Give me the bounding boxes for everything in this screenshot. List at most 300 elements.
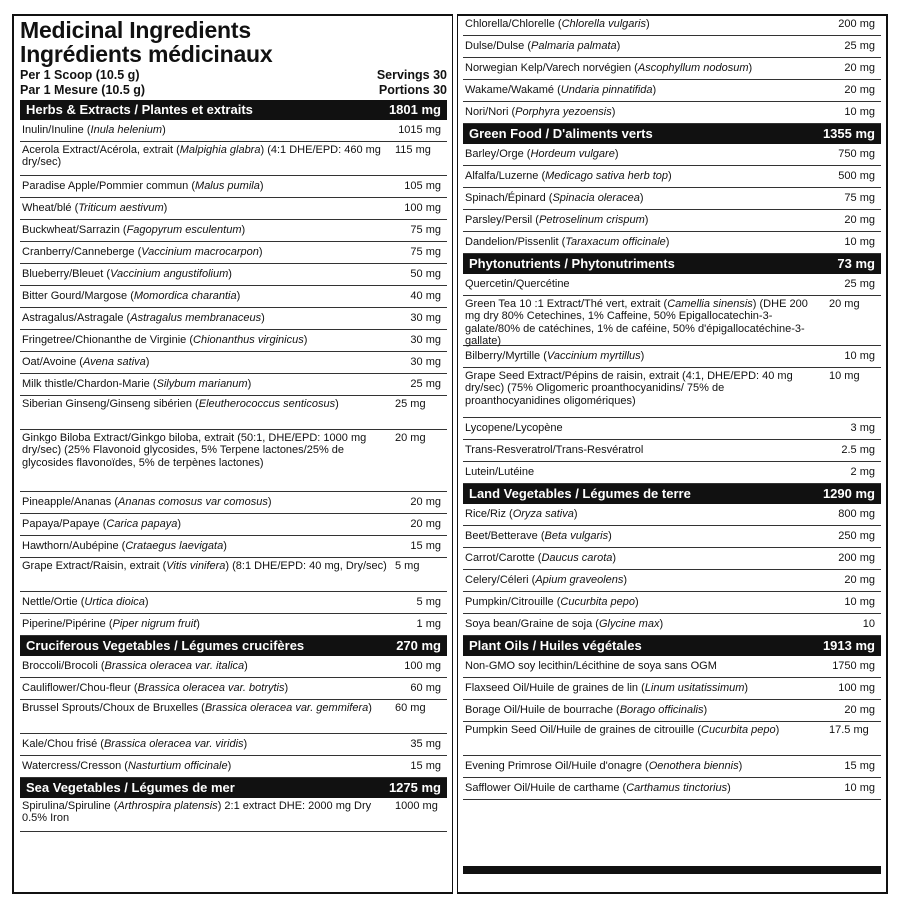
ingredient-latin-name: Malus pumila bbox=[195, 180, 260, 192]
ingredient-name: Dandelion/Pissenlit (Taraxacum officinale) bbox=[465, 236, 670, 248]
ingredient-row bbox=[463, 700, 881, 722]
ingredient-amount: 30 mg bbox=[410, 334, 441, 346]
ingredient-common-name: Spinach/Épinard bbox=[465, 192, 546, 204]
ingredient-latin-name: Astragalus membranaceus bbox=[130, 312, 262, 324]
ingredient-amount: 10 mg bbox=[844, 236, 875, 248]
ingredient-common-name: Wheat/blé bbox=[22, 202, 72, 214]
ingredient-name: Acerola Extract/Acérola, extrait (Malpighia glabra) (4:1 DHE/EPD: 460 mg dry/sec) bbox=[22, 144, 381, 169]
ingredient-amount: 25 mg bbox=[844, 40, 875, 52]
section-title: Cruciferous Vegetables / Légumes crucifères bbox=[26, 638, 305, 653]
ingredient-row bbox=[20, 330, 447, 352]
ingredient-row bbox=[20, 286, 447, 308]
section-title: Green Food / D'aliments verts bbox=[469, 126, 653, 141]
ingredient-amount: 1750 mg bbox=[832, 660, 875, 672]
ingredient-row bbox=[463, 102, 881, 124]
section-green bbox=[463, 124, 881, 254]
ingredient-amount: 15 mg bbox=[410, 540, 441, 552]
ingredient-common-name: Cauliflower/Chou-fleur bbox=[22, 682, 131, 694]
ingredient-row bbox=[20, 700, 447, 734]
ingredient-amount: 1 mg bbox=[416, 618, 441, 630]
section-total: 1801 mg bbox=[388, 102, 441, 117]
ingredient-latin-name: Undaria pinnatifida bbox=[560, 84, 653, 96]
ingredient-name bbox=[22, 432, 395, 469]
section-header-herbs bbox=[20, 100, 447, 120]
section-land bbox=[463, 484, 881, 636]
section-title: Land Vegetables / Légumes de terre bbox=[469, 486, 691, 501]
ingredient-common-name: Cranberry/Canneberge bbox=[22, 246, 135, 258]
ingredient-latin-name: Linum usitatissimum bbox=[644, 682, 745, 694]
ingredient-common-name: Norwegian Kelp/Varech norvégien bbox=[465, 62, 632, 74]
ingredient-amount: 200 mg bbox=[838, 18, 875, 30]
ingredient-common-name: Grape Extract/Raisin, extrait bbox=[22, 560, 160, 572]
ingredient-row bbox=[20, 798, 447, 832]
ingredient-latin-name: Momordica charantia bbox=[133, 290, 237, 302]
ingredient-row bbox=[20, 656, 447, 678]
ingredient-name: Evening Primrose Oil/Huile d'onagre (Oenothera biennis) bbox=[465, 760, 743, 772]
ingredient-name: Soya bean/Graine de soja (Glycine max) bbox=[465, 618, 664, 630]
ingredient-latin-name: Arthrospira platensis bbox=[117, 800, 218, 812]
ingredient-name: Bilberry/Myrtille (Vaccinium myrtillus) bbox=[465, 350, 645, 362]
ingredient-common-name: Non-GMO soy lecithin/Lécithine de soya sans OGM bbox=[465, 660, 717, 672]
ingredient-latin-name: Oenothera biennis bbox=[648, 760, 739, 772]
ingredient-common-name: Parsley/Persil bbox=[465, 214, 533, 226]
ingredient-name bbox=[465, 464, 851, 481]
ingredient-latin-name: Medicago sativa herb top bbox=[545, 170, 669, 182]
ingredient-amount: 10 mg bbox=[844, 350, 875, 362]
ingredient-latin-name: Vaccinium macrocarpon bbox=[141, 246, 259, 258]
section-cruciferous bbox=[20, 636, 447, 778]
ingredient-name: Fringetree/Chionanthe de Virginie (Chionanthus virginicus) bbox=[22, 334, 308, 346]
ingredient-row bbox=[463, 188, 881, 210]
ingredient-name bbox=[465, 276, 844, 293]
section-herbs bbox=[20, 100, 447, 636]
ingredient-latin-name: Piper nigrum fruit bbox=[112, 618, 197, 630]
bottom-bar bbox=[463, 866, 881, 874]
ingredient-amount: 105 mg bbox=[404, 180, 441, 192]
ingredient-row bbox=[20, 220, 447, 242]
ingredient-detail: 2:1 extract DHE: 2000 mg Dry 0.5% Iron bbox=[22, 800, 372, 825]
ingredient-amount: 20 mg bbox=[844, 574, 875, 586]
ingredient-name: Wheat/blé (Triticum aestivum) bbox=[22, 202, 168, 214]
ingredient-common-name: Spirulina/Spiruline bbox=[22, 800, 111, 812]
section-phyto bbox=[463, 254, 881, 484]
ingredient-amount: 100 mg bbox=[838, 682, 875, 694]
ingredient-name: Pumpkin Seed Oil/Huile de graines de citrouille (Cucurbita pepo) bbox=[465, 724, 780, 736]
ingredient-amount: 10 mg bbox=[844, 106, 875, 118]
ingredient-amount: 2.5 mg bbox=[841, 444, 875, 456]
ingredient-name bbox=[465, 370, 829, 407]
ingredient-latin-name: Urtica dioica bbox=[84, 596, 145, 608]
ingredient-amount: 3 mg bbox=[850, 422, 875, 434]
section-header-green bbox=[463, 124, 881, 144]
ingredient-name: Watercress/Cresson (Nasturtium officinale) bbox=[22, 760, 232, 772]
ingredient-name: Carrot/Carotte (Daucus carota) bbox=[465, 552, 617, 564]
ingredient-name: Pumpkin/Citrouille (Cucurbita pepo) bbox=[465, 596, 639, 608]
ingredient-latin-name: Brassica oleracea var. gemmifera bbox=[204, 702, 369, 714]
ingredient-name: Nettle/Ortie (Urtica dioica) bbox=[22, 596, 149, 608]
ingredient-amount: 75 mg bbox=[410, 224, 441, 236]
ingredient-name: Celery/Céleri (Apium graveolens) bbox=[465, 574, 628, 586]
ingredient-row bbox=[20, 558, 447, 592]
ingredient-common-name: Oat/Avoine bbox=[22, 356, 77, 368]
ingredient-common-name: Pineapple/Ananas bbox=[22, 496, 112, 508]
per-scoop-en: Per 1 Scoop (10.5 g) bbox=[20, 68, 140, 82]
section-title: Phytonutrients / Phytonutriments bbox=[469, 256, 675, 271]
ingredient-name bbox=[465, 658, 832, 675]
ingredient-row bbox=[463, 440, 881, 462]
ingredient-row bbox=[20, 592, 447, 614]
ingredient-amount: 15 mg bbox=[844, 760, 875, 772]
ingredient-name: Papaya/Papaye (Carica papaya) bbox=[22, 518, 182, 530]
ingredient-row bbox=[463, 166, 881, 188]
ingredient-name: Alfalfa/Luzerne (Medicago sativa herb top) bbox=[465, 170, 672, 182]
ingredient-amount: 250 mg bbox=[838, 530, 875, 542]
ingredient-latin-name: Spinacia oleracea bbox=[552, 192, 640, 204]
ingredient-amount: 100 mg bbox=[404, 660, 441, 672]
ingredient-common-name: Inulin/Inuline bbox=[22, 124, 84, 136]
ingredient-row bbox=[20, 734, 447, 756]
ingredient-row bbox=[463, 504, 881, 526]
ingredient-row bbox=[463, 722, 881, 756]
ingredient-common-name: Safflower Oil/Huile de carthame bbox=[465, 782, 620, 794]
ingredient-amount: 20 mg bbox=[410, 518, 441, 530]
ingredient-amount: 20 mg bbox=[395, 432, 426, 444]
ingredient-row bbox=[463, 368, 881, 418]
ingredient-name: Spinach/Épinard (Spinacia oleracea) bbox=[465, 192, 644, 204]
section-header-sea bbox=[20, 778, 447, 798]
ingredient-amount: 20 mg bbox=[410, 496, 441, 508]
ingredient-amount: 200 mg bbox=[838, 552, 875, 564]
ingredient-name: Siberian Ginseng/Ginseng sibérien (Eleutherococcus senticosus) bbox=[22, 398, 339, 410]
ingredient-latin-name: Brassica oleracea var. botrytis bbox=[137, 682, 285, 694]
ingredient-common-name: Carrot/Carotte bbox=[465, 552, 535, 564]
ingredient-name: Blueberry/Bleuet (Vaccinium angustifolium) bbox=[22, 268, 232, 280]
ingredient-amount: 20 mg bbox=[844, 704, 875, 716]
ingredient-common-name: Quercetin/Quercétine bbox=[465, 278, 570, 290]
ingredient-common-name: Milk thistle/Chardon-Marie bbox=[22, 378, 150, 390]
section-oils bbox=[463, 636, 881, 800]
ingredient-latin-name: Triticum aestivum bbox=[78, 202, 164, 214]
ingredient-name: Kale/Chou frisé (Brassica oleracea var. viridis) bbox=[22, 738, 248, 750]
ingredient-amount: 25 mg bbox=[395, 398, 426, 410]
ingredient-amount: 750 mg bbox=[838, 148, 875, 160]
ingredient-name: Milk thistle/Chardon-Marie (Silybum marianum) bbox=[22, 378, 252, 390]
ingredient-common-name: Acerola Extract/Acérola, extrait bbox=[22, 144, 174, 156]
ingredient-amount: 10 mg bbox=[844, 596, 875, 608]
ingredient-row bbox=[463, 462, 881, 484]
ingredient-latin-name: Cucurbita pepo bbox=[701, 724, 776, 736]
ingredient-row bbox=[463, 592, 881, 614]
ingredient-common-name: Wakame/Wakamé bbox=[465, 84, 555, 96]
ingredient-amount: 5 mg bbox=[395, 560, 420, 572]
section-title: Herbs & Extracts / Plantes et extraits bbox=[26, 102, 253, 117]
ingredient-row bbox=[20, 514, 447, 536]
ingredient-common-name: Alfalfa/Luzerne bbox=[465, 170, 539, 182]
ingredient-amount: 115 mg bbox=[395, 144, 431, 156]
ingredient-row bbox=[463, 756, 881, 778]
ingredient-latin-name: Ascophyllum nodosum bbox=[637, 62, 749, 74]
ingredient-amount: 60 mg bbox=[395, 702, 426, 714]
servings-en: Servings 30 bbox=[376, 68, 447, 82]
ingredient-amount: 25 mg bbox=[844, 278, 875, 290]
section-total: 1290 mg bbox=[822, 486, 875, 501]
ingredient-amount: 20 mg bbox=[844, 214, 875, 226]
ingredient-name: Astragalus/Astragale (Astragalus membranaceus) bbox=[22, 312, 265, 324]
ingredient-name: Parsley/Persil (Petroselinum crispum) bbox=[465, 214, 649, 226]
ingredient-name: Norwegian Kelp/Varech norvégien (Ascophyllum nodosum) bbox=[465, 62, 753, 74]
ingredient-latin-name: Petroselinum crispum bbox=[538, 214, 645, 226]
ingredient-name: Dulse/Dulse (Palmaria palmata) bbox=[465, 40, 621, 52]
section-total: 1275 mg bbox=[388, 780, 441, 795]
ingredient-amount: 20 mg bbox=[844, 84, 875, 96]
ingredient-name: Wakame/Wakamé (Undaria pinnatifida) bbox=[465, 84, 657, 96]
ingredient-amount: 500 mg bbox=[838, 170, 875, 182]
ingredient-row bbox=[463, 346, 881, 368]
per-scoop-fr: Par 1 Mesure (10.5 g) bbox=[20, 83, 146, 97]
ingredient-row bbox=[463, 80, 881, 102]
ingredient-row bbox=[463, 678, 881, 700]
ingredient-amount: 1015 mg bbox=[398, 124, 441, 136]
ingredient-name: Green Tea 10 :1 Extract/Thé vert, extrait (Camellia sinensis) (DHE 200 mg dry 80% Cetechines, 1% Caffeine, 50% Epigallocatechin-3-galate/80% de catéchines, 1% de caféine, 50% d'épigallocatéchine-3-gallate) bbox=[465, 298, 808, 348]
ingredient-common-name: Pumpkin Seed Oil/Huile de graines de citrouille bbox=[465, 724, 695, 736]
ingredient-row bbox=[463, 656, 881, 678]
ingredient-row bbox=[463, 418, 881, 440]
ingredient-latin-name: Brassica oleracea var. italica bbox=[104, 660, 245, 672]
ingredient-latin-name: Fagopyrum esculentum bbox=[126, 224, 242, 236]
section-header-oils bbox=[463, 636, 881, 656]
ingredient-common-name: Siberian Ginseng/Ginseng sibérien bbox=[22, 398, 192, 410]
ingredient-row bbox=[463, 296, 881, 346]
ingredient-latin-name: Crataegus laevigata bbox=[125, 540, 224, 552]
ingredient-row bbox=[20, 352, 447, 374]
ingredient-name: Brussel Sprouts/Choux de Bruxelles (Brassica oleracea var. gemmifera) bbox=[22, 702, 372, 714]
ingredient-row bbox=[463, 548, 881, 570]
ingredient-name: Oat/Avoine (Avena sativa) bbox=[22, 356, 150, 368]
ingredient-name: Pineapple/Ananas (Ananas comosus var comosus) bbox=[22, 496, 272, 508]
ingredient-detail: (DHE 200 mg dry 80% Cetechines, 1% Caffeine, 50% Epigallocatechin-3-galate/80% de catéchines, 1% de caféine, 50% d'épigallocatéchine-3-gallate) bbox=[465, 298, 808, 348]
ingredient-name: Broccoli/Brocoli (Brassica oleracea var. italica) bbox=[22, 660, 248, 672]
section-sea-continued bbox=[463, 14, 881, 124]
ingredient-amount: 15 mg bbox=[410, 760, 441, 772]
ingredient-amount: 800 mg bbox=[838, 508, 875, 520]
ingredient-row bbox=[463, 274, 881, 296]
ingredient-common-name: Blueberry/Bleuet bbox=[22, 268, 104, 280]
ingredient-row bbox=[20, 242, 447, 264]
ingredient-amount: 10 mg bbox=[844, 782, 875, 794]
ingredient-row bbox=[20, 142, 447, 176]
section-total: 1355 mg bbox=[822, 126, 875, 141]
ingredient-amount: 25 mg bbox=[410, 378, 441, 390]
ingredient-name: Inulin/Inuline (Inula helenium) bbox=[22, 124, 166, 136]
ingredient-common-name: Barley/Orge bbox=[465, 148, 524, 160]
ingredient-latin-name: Oryza sativa bbox=[512, 508, 574, 520]
section-header-land bbox=[463, 484, 881, 504]
ingredient-name: Grape Extract/Raisin, extrait (Vitis vinifera) (8:1 DHE/EPD: 40 mg, Dry/sec) bbox=[22, 560, 387, 572]
ingredient-common-name: Fringetree/Chionanthe de Virginie bbox=[22, 334, 187, 346]
ingredient-common-name: Lutein/Lutéine bbox=[465, 466, 535, 478]
ingredient-amount: 30 mg bbox=[410, 356, 441, 368]
section-title: Plant Oils / Huiles végétales bbox=[469, 638, 642, 653]
ingredient-row bbox=[20, 396, 447, 430]
ingredient-name: Paradise Apple/Pommier commun (Malus pumila) bbox=[22, 180, 264, 192]
ingredient-common-name: Nettle/Ortie bbox=[22, 596, 78, 608]
ingredient-name bbox=[465, 442, 841, 459]
section-total: 73 mg bbox=[837, 256, 875, 271]
ingredient-common-name: Papaya/Papaye bbox=[22, 518, 100, 530]
ingredient-row bbox=[20, 308, 447, 330]
ingredient-name: Chlorella/Chlorelle (Chlorella vulgaris) bbox=[465, 18, 650, 30]
section-sea bbox=[20, 778, 447, 832]
ingredient-amount: 20 mg bbox=[844, 62, 875, 74]
title-french: Ingrédients médicinaux bbox=[20, 41, 273, 67]
ingredient-name: Borage Oil/Huile de bourrache (Borago officinalis) bbox=[465, 704, 708, 716]
ingredient-latin-name: Cucurbita pepo bbox=[560, 596, 635, 608]
servings-fr: Portions 30 bbox=[378, 83, 447, 97]
ingredient-amount: 60 mg bbox=[410, 682, 441, 694]
ingredient-latin-name: Carica papaya bbox=[106, 518, 178, 530]
section-header-cruciferous bbox=[20, 636, 447, 656]
ingredient-latin-name: Vaccinium myrtillus bbox=[546, 350, 641, 362]
ingredient-row bbox=[20, 536, 447, 558]
ingredient-latin-name: Chionanthus virginicus bbox=[193, 334, 304, 346]
ingredient-latin-name: Taraxacum officinale bbox=[565, 236, 666, 248]
ingredient-latin-name: Malpighia glabra bbox=[179, 144, 261, 156]
ingredient-latin-name: Palmaria palmata bbox=[531, 40, 617, 52]
ingredient-row bbox=[20, 678, 447, 700]
ingredient-name: Flaxseed Oil/Huile de graines de lin (Linum usitatissimum) bbox=[465, 682, 749, 694]
ingredient-common-name: Bitter Gourd/Margose bbox=[22, 290, 128, 302]
ingredient-common-name: Borage Oil/Huile de bourrache bbox=[465, 704, 613, 716]
ingredient-row bbox=[463, 14, 881, 36]
ingredient-amount: 20 mg bbox=[829, 298, 860, 310]
ingredient-common-name: Nori/Nori bbox=[465, 106, 509, 118]
ingredient-name: Nori/Nori (Porphyra yezoensis) bbox=[465, 106, 616, 118]
ingredient-amount: 5 mg bbox=[416, 596, 441, 608]
ingredient-common-name: Grape Seed Extract/Pépins de raisin, extrait (4:1, DHE/EPD: 40 mg dry/sec) (75% Oligomeric proanthocyanidins/ 75% de proanthocyanidines oligomériques) bbox=[465, 370, 793, 407]
ingredient-common-name: Buckwheat/Sarrazin bbox=[22, 224, 120, 236]
ingredient-row bbox=[20, 492, 447, 514]
ingredient-latin-name: Brassica oleracea var. viridis bbox=[103, 738, 244, 750]
ingredient-latin-name: Eleutherococcus senticosus bbox=[198, 398, 336, 410]
ingredient-name: Spirulina/Spiruline (Arthrospira platensis) 2:1 extract DHE: 2000 mg Dry 0.5% Iron bbox=[22, 800, 372, 825]
ingredient-common-name: Pumpkin/Citrouille bbox=[465, 596, 554, 608]
column-divider bbox=[452, 14, 458, 894]
ingredient-latin-name: Hordeum vulgare bbox=[530, 148, 615, 160]
ingredient-common-name: Trans-Resveratrol/Trans-Resvératrol bbox=[465, 444, 644, 456]
ingredient-latin-name: Glycine max bbox=[598, 618, 660, 630]
title-english: Medicinal Ingredients bbox=[20, 17, 251, 43]
ingredient-row bbox=[463, 614, 881, 636]
ingredient-common-name: Hawthorn/Aubépine bbox=[22, 540, 119, 552]
section-title: Sea Vegetables / Légumes de mer bbox=[26, 780, 235, 795]
ingredient-amount: 75 mg bbox=[844, 192, 875, 204]
ingredient-latin-name: Daucus carota bbox=[541, 552, 613, 564]
ingredient-name: Cranberry/Canneberge (Vaccinium macrocarpon) bbox=[22, 246, 263, 258]
ingredient-common-name: Dandelion/Pissenlit bbox=[465, 236, 559, 248]
ingredient-latin-name: Nasturtium officinale bbox=[127, 760, 228, 772]
ingredient-row bbox=[20, 614, 447, 636]
ingredient-latin-name: Inula helenium bbox=[90, 124, 163, 136]
right-column bbox=[463, 14, 881, 800]
section-total: 270 mg bbox=[396, 638, 441, 653]
ingredient-common-name: Kale/Chou frisé bbox=[22, 738, 98, 750]
ingredient-name: Cauliflower/Chou-fleur (Brassica oleracea var. botrytis) bbox=[22, 682, 289, 694]
ingredient-row bbox=[20, 198, 447, 220]
ingredient-common-name: Astragalus/Astragale bbox=[22, 312, 124, 324]
ingredient-amount: 50 mg bbox=[410, 268, 441, 280]
ingredient-latin-name: Vaccinium angustifolium bbox=[110, 268, 229, 280]
ingredient-amount: 30 mg bbox=[410, 312, 441, 324]
ingredient-amount: 1000 mg bbox=[395, 800, 438, 812]
ingredient-latin-name: Carthamus tinctorius bbox=[626, 782, 728, 794]
section-total: 1913 mg bbox=[822, 638, 875, 653]
ingredient-common-name: Dulse/Dulse bbox=[465, 40, 525, 52]
ingredient-latin-name: Camellia sinensis bbox=[667, 298, 753, 310]
ingredient-common-name: Rice/Riz bbox=[465, 508, 506, 520]
ingredient-name: Rice/Riz (Oryza sativa) bbox=[465, 508, 578, 520]
left-column bbox=[20, 14, 447, 832]
ingredient-common-name: Soya bean/Graine de soja bbox=[465, 618, 593, 630]
ingredient-name: Safflower Oil/Huile de carthame (Carthamus tinctorius) bbox=[465, 782, 731, 794]
ingredient-name: Buckwheat/Sarrazin (Fagopyrum esculentum) bbox=[22, 224, 246, 236]
ingredient-name bbox=[465, 420, 851, 437]
ingredient-amount: 75 mg bbox=[410, 246, 441, 258]
ingredient-common-name: Chlorella/Chlorelle bbox=[465, 18, 555, 30]
ingredient-row bbox=[463, 58, 881, 80]
ingredient-amount: 17.5 mg bbox=[829, 724, 869, 736]
ingredient-row bbox=[463, 232, 881, 254]
ingredient-latin-name: Avena sativa bbox=[82, 356, 146, 368]
section-header-phyto bbox=[463, 254, 881, 274]
serving-info bbox=[20, 68, 447, 98]
ingredient-row bbox=[20, 374, 447, 396]
ingredient-name: Barley/Orge (Hordeum vulgare) bbox=[465, 148, 619, 160]
ingredient-latin-name: Silybum marianum bbox=[156, 378, 248, 390]
ingredient-common-name: Evening Primrose Oil/Huile d'onagre bbox=[465, 760, 642, 772]
ingredient-amount: 35 mg bbox=[410, 738, 441, 750]
ingredient-name: Hawthorn/Aubépine (Crataegus laevigata) bbox=[22, 540, 227, 552]
ingredient-common-name: Green Tea 10 :1 Extract/Thé vert, extrait bbox=[465, 298, 661, 310]
ingredient-name: Beet/Betterave (Beta vulgaris) bbox=[465, 530, 612, 542]
ingredient-common-name: Flaxseed Oil/Huile de graines de lin bbox=[465, 682, 639, 694]
ingredient-common-name: Watercress/Cresson bbox=[22, 760, 122, 772]
ingredient-amount: 10 mg bbox=[829, 370, 860, 382]
ingredient-row bbox=[463, 526, 881, 548]
ingredient-row bbox=[20, 430, 447, 492]
ingredient-row bbox=[463, 778, 881, 800]
ingredient-row bbox=[463, 36, 881, 58]
ingredient-row bbox=[20, 756, 447, 778]
ingredient-common-name: Broccoli/Brocoli bbox=[22, 660, 98, 672]
ingredient-row bbox=[463, 144, 881, 166]
ingredient-row bbox=[20, 264, 447, 286]
ingredient-latin-name: Ananas comosus var comosus bbox=[118, 496, 268, 508]
ingredient-name: Piperine/Pipérine (Piper nigrum fruit) bbox=[22, 618, 200, 630]
ingredient-common-name: Beet/Betterave bbox=[465, 530, 538, 542]
ingredient-common-name: Celery/Céleri bbox=[465, 574, 529, 586]
ingredient-latin-name: Porphyra yezoensis bbox=[515, 106, 612, 118]
ingredient-amount: 40 mg bbox=[410, 290, 441, 302]
ingredient-common-name: Ginkgo Biloba Extract/Ginkgo biloba, extrait (50:1, DHE/EPD: 1000 mg dry/sec) (25% Flavonoid glycosides, 5% Terpene lactones/25% de glycosides flavonoïdes, 5% de terpènes lactones) bbox=[22, 432, 367, 469]
ingredient-common-name: Paradise Apple/Pommier commun bbox=[22, 180, 189, 192]
ingredient-row bbox=[463, 210, 881, 232]
ingredient-amount: 100 mg bbox=[404, 202, 441, 214]
ingredient-common-name: Bilberry/Myrtille bbox=[465, 350, 541, 362]
ingredient-common-name: Brussel Sprouts/Choux de Bruxelles bbox=[22, 702, 199, 714]
ingredient-detail: (4:1 DHE/EPD: 460 mg dry/sec) bbox=[22, 144, 381, 169]
ingredient-latin-name: Beta vulgaris bbox=[544, 530, 609, 542]
ingredient-common-name: Piperine/Pipérine bbox=[22, 618, 106, 630]
